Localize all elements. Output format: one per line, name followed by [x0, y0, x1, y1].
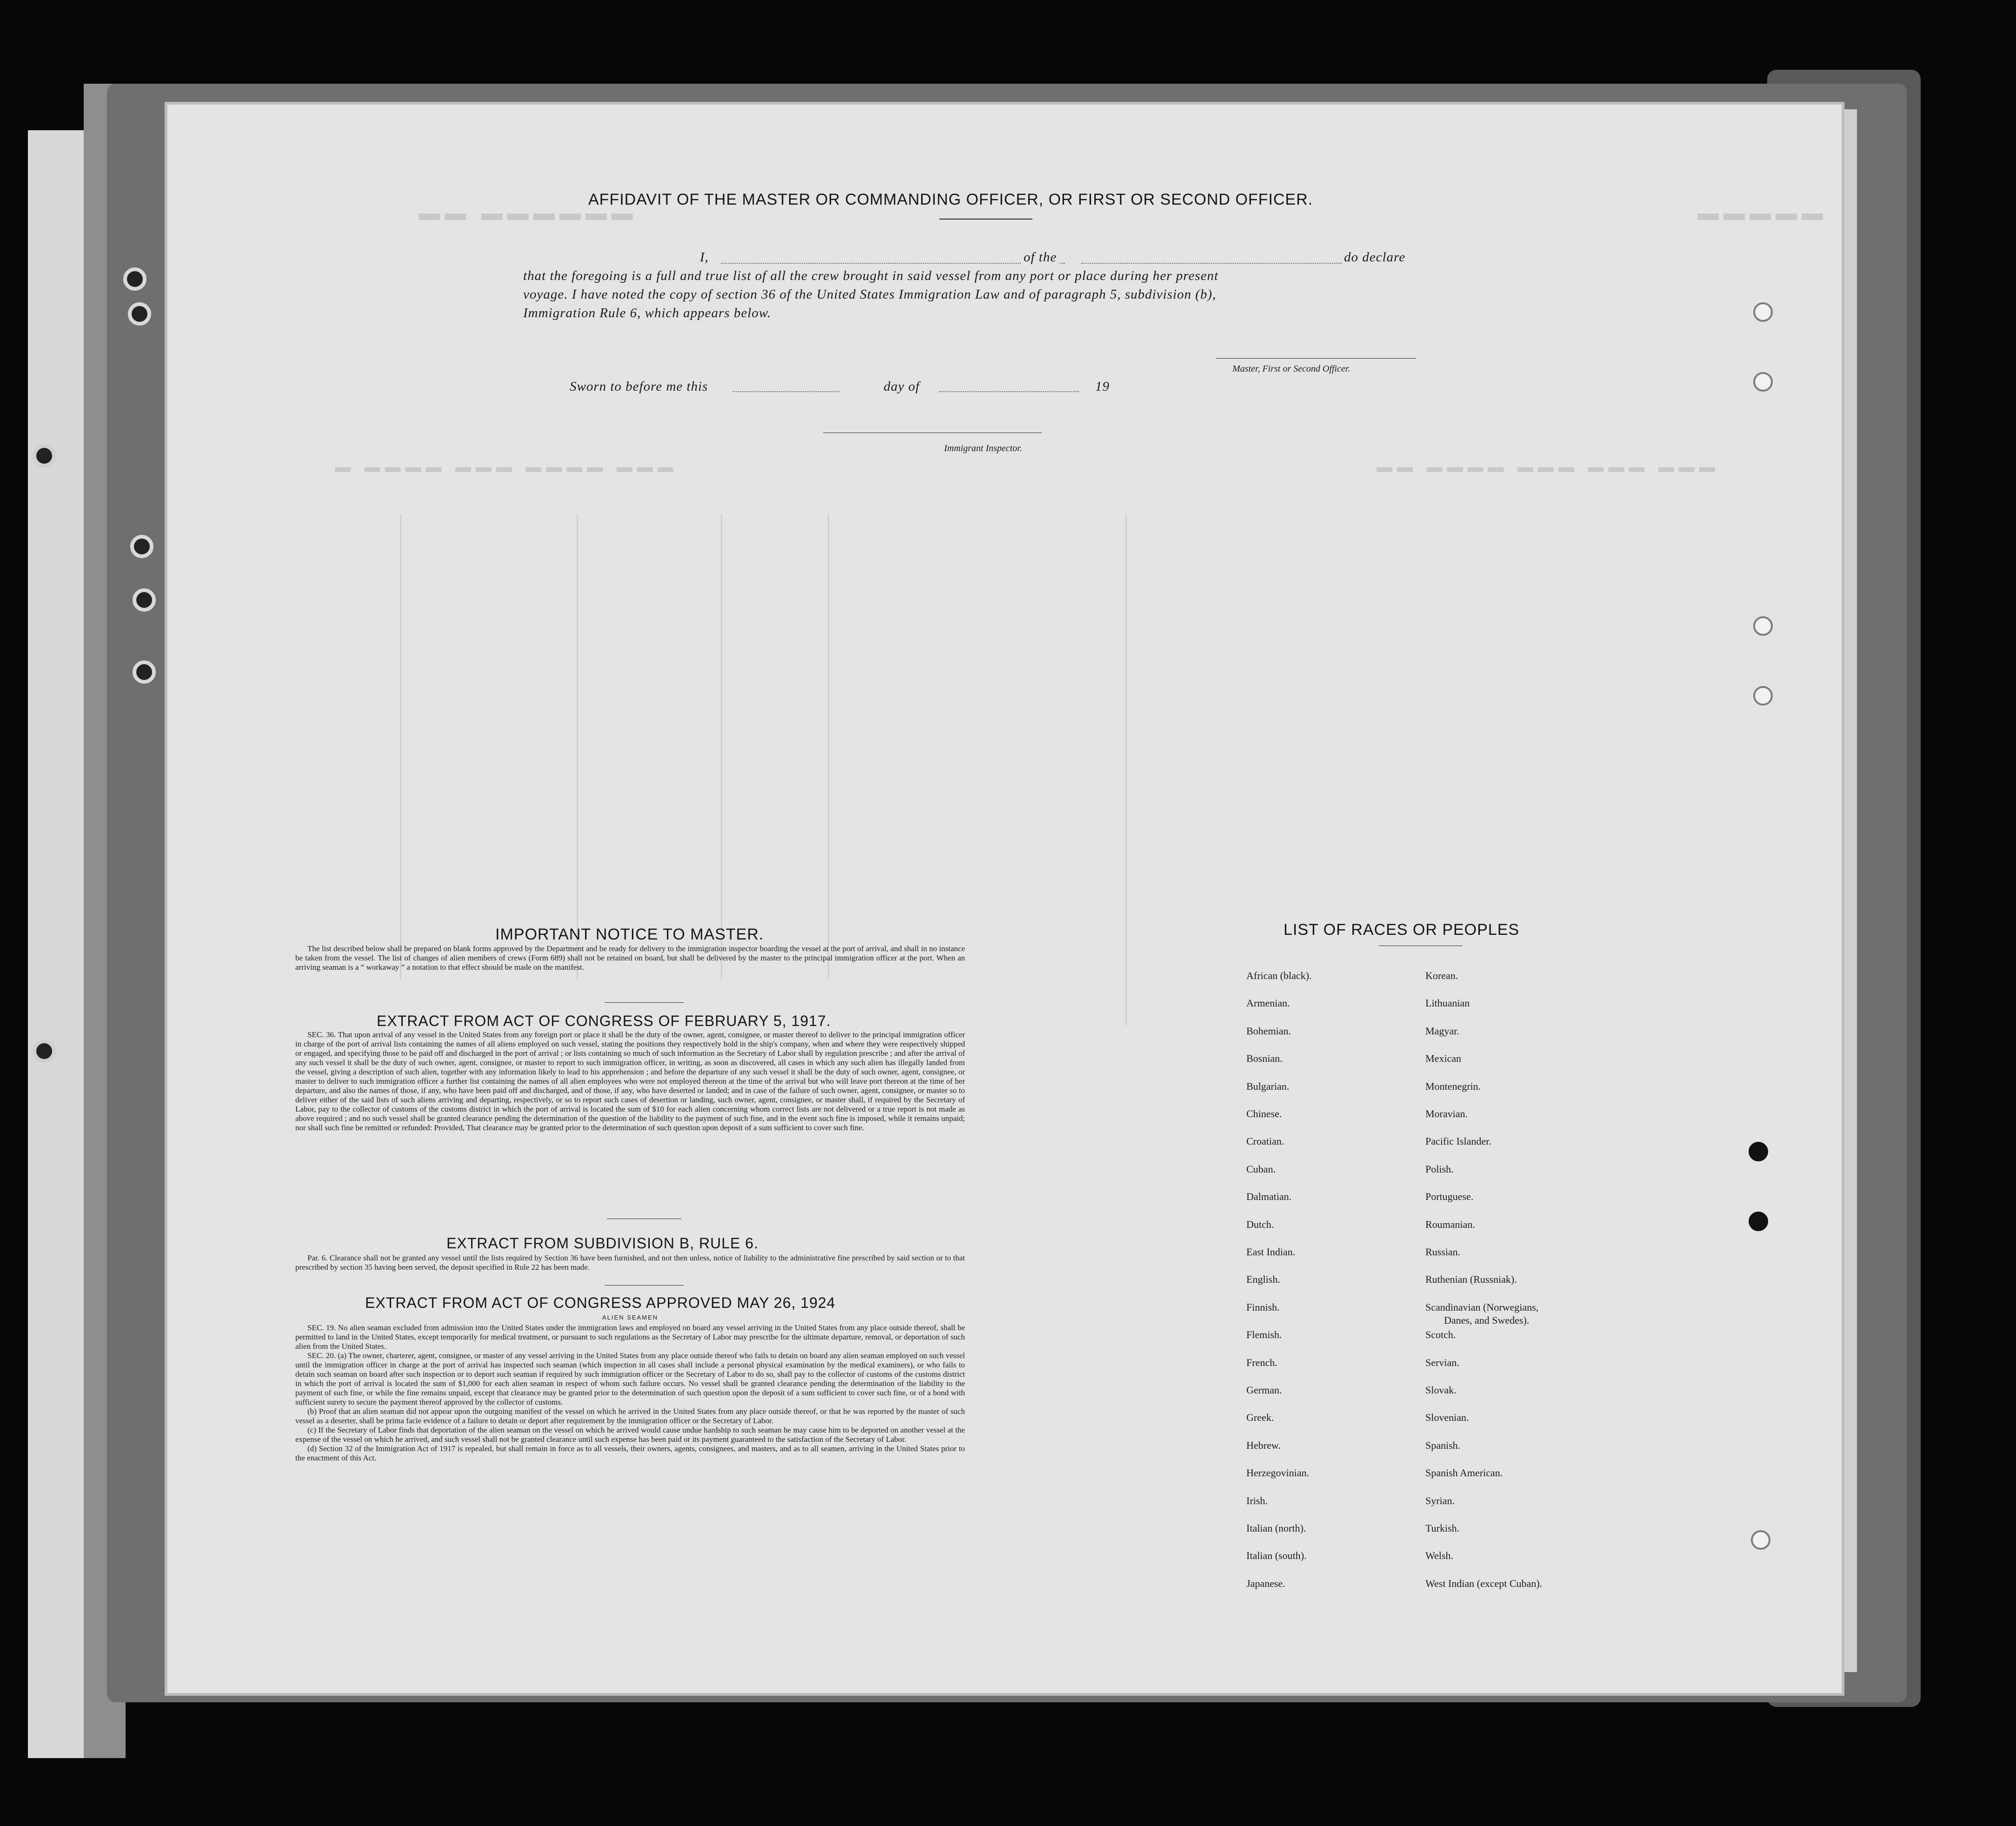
divider	[605, 1002, 684, 1003]
sworn-label: Sworn to before me this	[570, 379, 708, 394]
bleed-through-text: ▬ ▬▬▬▬ ▬▬▬ ▬▬▬▬ ▬▬▬	[335, 458, 678, 476]
extract-1917-text	[295, 1030, 965, 1133]
race-item: Dutch.	[1246, 1219, 1274, 1230]
races-right-column	[1425, 970, 1630, 1598]
extract-1917-title: EXTRACT FROM ACT OF CONGRESS OF FEBRUARY 5, 1917.	[377, 1013, 831, 1029]
scan-paper-edge	[28, 130, 84, 1758]
bleed-through-rule	[400, 514, 401, 979]
race-item: Finnish.	[1246, 1301, 1280, 1313]
section-20a-paragraph: SEC. 20. (a) The owner, charterer, agent, consignee, or master of any vessel arriving in the United States from any place outside thereof who fails to detain on board any alien seaman employed on such vessel until the immigration officer in charge at the port of arrival has inspected such seaman (which inspection in all cases shall include a personal physical examination by the medical examiners), or who fails to detain such seaman on board after such inspection or to deport such seaman if required by such immigration officer or the Secretary of Labor to do so, shall pay to the collector of customs of the customs district in which the port of arrival is located the sum of $1,000 for each alien seaman in respect of whom such failure occurs. No vessel shall be granted clearance pending the determination of the liability to the payment of such fine, or while the fine remains unpaid, except that clearance may be granted prior to the determination of such question upon the deposit of a sum sufficient to cover such fine, or of a bond with sufficient surety to secure the payment thereof approved by the collector of customs.	[295, 1351, 965, 1406]
race-item: Cuban.	[1246, 1163, 1276, 1175]
bleed-through-rule	[1125, 514, 1127, 1026]
name-blank[interactable]	[721, 263, 1065, 264]
bleed-through-rule	[721, 514, 722, 979]
vessel-blank[interactable]	[1081, 263, 1342, 264]
sworn-day-label: day of	[884, 379, 920, 394]
extract-rule6-text	[295, 1253, 965, 1272]
notice-text	[295, 944, 965, 972]
race-item: Italian (south).	[1246, 1550, 1307, 1561]
race-item: East Indian.	[1246, 1246, 1296, 1258]
sworn-year-label: 19	[1095, 379, 1110, 394]
bleed-through-rule	[577, 514, 578, 979]
extract-rule6-title: EXTRACT FROM SUBDIVISION B, RULE 6.	[446, 1235, 758, 1252]
race-item: French.	[1246, 1357, 1277, 1368]
divider	[605, 1285, 684, 1286]
extract-1924-text	[295, 1323, 965, 1463]
race-item: German.	[1246, 1384, 1282, 1396]
divider	[939, 219, 1032, 220]
race-item: Servian.	[1425, 1357, 1459, 1368]
race-item: Spanish American.	[1425, 1467, 1503, 1479]
affidavit-declare-label: do declare	[1344, 250, 1406, 265]
bleed-through-text: ▬▬▬▬▬	[1697, 200, 1828, 225]
race-item: Moravian.	[1425, 1108, 1468, 1120]
race-item: Montenegrin.	[1425, 1080, 1481, 1092]
binder-hole-icon	[33, 444, 56, 467]
bleed-through-rule	[828, 514, 829, 979]
race-item: English.	[1246, 1273, 1280, 1285]
race-item: Slovenian.	[1425, 1412, 1469, 1423]
race-item: Lithuanian	[1425, 997, 1470, 1009]
race-item: Welsh.	[1425, 1550, 1453, 1561]
race-item: Danes, and Swedes).	[1444, 1314, 1530, 1326]
race-item: Mexican	[1425, 1053, 1461, 1064]
race-item: Chinese.	[1246, 1108, 1282, 1120]
races-title: LIST OF RACES OR PEOPLES	[1284, 921, 1520, 939]
race-item: Bosnian.	[1246, 1053, 1283, 1064]
sworn-day-blank[interactable]	[732, 391, 839, 392]
race-item: Croatian.	[1246, 1135, 1284, 1147]
section-20c-paragraph: (c) If the Secretary of Labor finds that deportation of the alien seaman on the vessel on which he arrived would cause undue hardship to such seaman he may cause him to be deported on another vessel at the expense of the vessel on which he arrived, and such vessel shall not be granted clearance until such expense has been paid or its payment guaranteed to the satisfaction of the Secretary of Labor.	[295, 1426, 965, 1444]
race-item: Magyar.	[1425, 1025, 1459, 1037]
race-item: Pacific Islander.	[1425, 1135, 1491, 1147]
punch-hole-icon	[1749, 1142, 1768, 1161]
sworn-month-blank[interactable]	[939, 391, 1079, 392]
binder-hole-icon	[130, 535, 153, 558]
affidavit-line-3: voyage. I have noted the copy of section 36 of the United States Immigration Law and of paragraph 5, subdivision (b),	[523, 287, 1217, 302]
race-item: Korean.	[1425, 970, 1458, 981]
race-item: Syrian.	[1425, 1495, 1455, 1506]
race-item: Armenian.	[1246, 997, 1290, 1009]
bleed-through-text: ▬▬ ▬▬▬▬▬▬	[419, 200, 638, 225]
race-item: Russian.	[1425, 1246, 1461, 1258]
signature-line[interactable]	[1216, 358, 1416, 359]
race-item: Hebrew.	[1246, 1439, 1281, 1451]
section-19-paragraph: SEC. 19. No alien seaman excluded from admission into the United States under the immigration laws and employed on board any vessel arriving in the United States from any place outside thereof, shall be permitted to land in the United States, except temporarily for medical treatment, or pursuant to such regulations as the Secretary of Labor may prescribe for the ultimate departure, removal, or deportation of such alien from the United States.	[295, 1323, 965, 1351]
race-item: Irish.	[1246, 1495, 1268, 1506]
section-20b-paragraph: (b) Proof that an alien seaman did not appear upon the outgoing manifest of the vessel on which he arrived in the United States from any place outside thereof, or that he was reported by the master of such vessel as a deserter, shall be prima facie evidence of a failure to detain or deport after requirement by the immigration officer or the Secretary of Labor.	[295, 1407, 965, 1425]
race-item: Flemish.	[1246, 1329, 1282, 1340]
alien-seamen-subtitle: ALIEN SEAMEN	[602, 1314, 659, 1321]
race-item: African (black).	[1246, 970, 1312, 981]
notice-paragraph: The list described below shall be prepared on blank forms approved by the Department and be ready for delivery to the immigration inspector boarding the vessel at the port of arrival, and shall in no instance be taken from the vessel. The list of changes of alien members of crews (Form 689) shall not be retained on board, but shall be delivered by the master to the principal immigration officer at the port. When an arriving seaman is a “ workaway ” a notation to that effect should be made on the manifest.	[295, 944, 965, 972]
punch-hole-icon	[1753, 686, 1773, 706]
extract-1924-title: EXTRACT FROM ACT OF CONGRESS APPROVED MAY 26, 1924	[365, 1294, 836, 1311]
punch-hole-icon	[1753, 616, 1773, 636]
punch-hole-icon	[1751, 1530, 1770, 1550]
race-item: Ruthenian (Russniak).	[1425, 1273, 1517, 1285]
punch-hole-icon	[1753, 372, 1773, 392]
race-item: Spanish.	[1425, 1439, 1461, 1451]
race-item: Turkish.	[1425, 1522, 1460, 1534]
notice-title: IMPORTANT NOTICE TO MASTER.	[495, 926, 764, 943]
race-item: Japanese.	[1246, 1578, 1285, 1589]
race-item: Polish.	[1425, 1163, 1454, 1175]
binder-hole-icon	[33, 1040, 56, 1063]
race-item: Italian (north).	[1246, 1522, 1306, 1534]
bleed-through-text: ▬▬ ▬▬▬▬ ▬▬▬ ▬▬▬ ▬▬▬	[1377, 458, 1720, 476]
section-20d-paragraph: (d) Section 32 of the Immigration Act of 1917 is repealed, but shall remain in force as to all vessels, their owners, agents, consignees, and masters, and as to all seamen, arriving in the United States prior to the enactment of this Act.	[295, 1444, 965, 1462]
binder-hole-icon	[128, 302, 151, 326]
race-item: Slovak.	[1425, 1384, 1457, 1396]
binder-hole-icon	[123, 267, 146, 291]
race-item: Herzegovinian.	[1246, 1467, 1309, 1479]
section-36-paragraph: SEC. 36. That upon arrival of any vessel in the United States from any foreign port or place it shall be the duty of the owner, agent, consignee, or master thereof to deliver to the principal immigration officer in charge of the port of arrival lists containing the names of all aliens employed on such vessel, stating the positions they respectively hold in the ship's company, when and where they were respectively shipped or engaged, and specifying those to be paid off and discharged in the port of arrival ; or lists containing so much of such information as the Secretary of Labor shall by regulation prescribe ; and after the arrival of any such vessel it shall be the duty of such owner, agent, consignee, or master to report to such immigration officer, in writing, as soon as discovered, all cases in which any such alien has illegally landed from the vessel, giving a description of such alien, together with any information likely to lead to his apprehension ; and before the departure of any such vessel it shall be the duty of such owner, agent, consignee, or master to deliver to such immigration officer a further list containing the names of all alien employees who were not employed thereon at the time of the arrival but who will leave port thereon at the time of her departure, and also the names of those, if any, who have been paid off and discharged, and of those, if any, who have deserted or landed; and in case of the failure of such owner, agent, consignee, or master so to deliver either of the said lists of such aliens arriving and departing, respectively, or so to report such cases of desertion or landing, such owner, agent, consignee, or master shall, if required by the Secretary of Labor, pay to the collector of customs of the customs district in which the port of arrival is located the sum of $10 for each alien concerning whom correct lists are not delivered or a true report is not made as above required ; and no such vessel shall be granted clearance pending the determination of the question of the liability to the payment of such fine, and in the event such fine is imposed, while it remains unpaid; nor shall such fine be remitted or refunded: Provided, That clearance may be granted prior to the determination of such question upon deposit of a sum sufficient to cover such fine.	[295, 1030, 965, 1132]
binder-hole-icon	[133, 588, 156, 612]
inspector-label: Immigrant Inspector.	[944, 443, 1022, 453]
punch-hole-icon	[1749, 1212, 1768, 1231]
affidavit-title: AFFIDAVIT OF THE MASTER OR COMMANDING OFFICER, OR FIRST OR SECOND OFFICER.	[588, 191, 1313, 208]
race-item: West Indian (except Cuban).	[1425, 1578, 1543, 1589]
affidavit-line-2: that the foregoing is a full and true list of all the crew brought in said vessel from any port or place during her present	[523, 268, 1219, 283]
paragraph-6: Par. 6. Clearance shall not be granted any vessel until the lists required by Section 36 have been furnished, and not then unless, notice of liability to the administrative fine prescribed by said section or to that prescribed by section 35 having been served, the deposit specified in Rule 22 has been made.	[295, 1253, 965, 1272]
signature-label: Master, First or Second Officer.	[1232, 364, 1351, 374]
race-item: Dalmatian.	[1246, 1191, 1292, 1202]
affidavit-of-the-label: of the	[1021, 250, 1059, 265]
race-item: Portuguese.	[1425, 1191, 1474, 1202]
race-item: Scandinavian (Norwegians,	[1425, 1301, 1539, 1313]
race-item: Bulgarian.	[1246, 1080, 1290, 1092]
race-item: Bohemian.	[1246, 1025, 1291, 1037]
race-item: Scotch.	[1425, 1329, 1456, 1340]
manifest-page	[167, 105, 1842, 1693]
affidavit-line-4: Immigration Rule 6, which appears below.	[523, 306, 772, 320]
punch-hole-icon	[1753, 302, 1773, 322]
race-item: Roumanian.	[1425, 1219, 1475, 1230]
races-left-column	[1246, 970, 1423, 1598]
binder-hole-icon	[133, 660, 156, 684]
race-item: Greek.	[1246, 1412, 1274, 1423]
affidavit-i-label: I,	[700, 250, 709, 265]
